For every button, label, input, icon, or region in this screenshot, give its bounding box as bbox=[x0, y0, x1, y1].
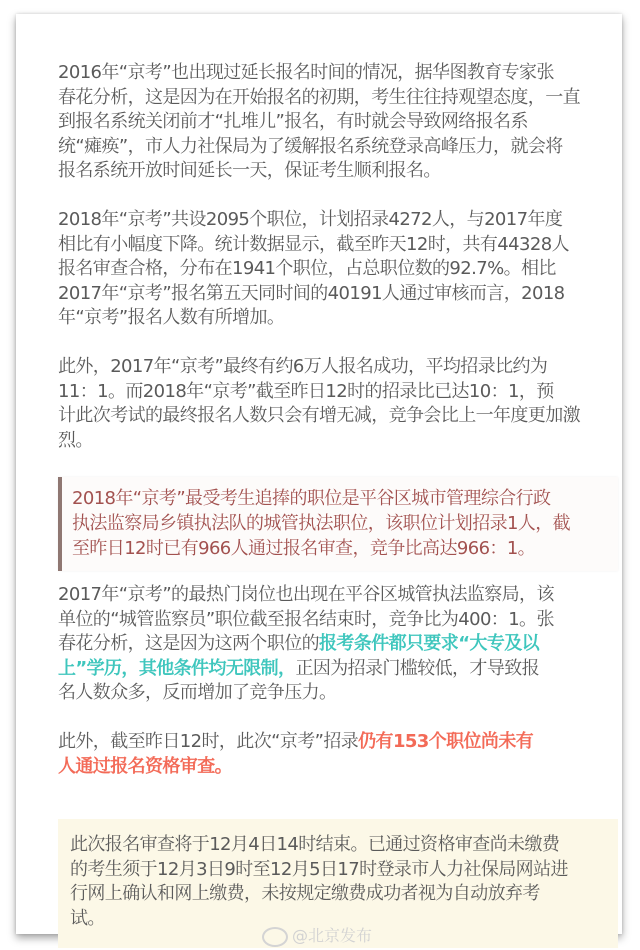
text-segment: 年“京考”报名人数有所增加。 bbox=[58, 307, 285, 329]
text-segment: 计此次考试的最终报名人数只会有增无减，竞争会比上一年度更加激 bbox=[58, 405, 580, 427]
paragraph bbox=[58, 208, 618, 331]
paragraph bbox=[58, 355, 618, 453]
text-line bbox=[58, 380, 618, 405]
text-line bbox=[58, 755, 618, 780]
text-line bbox=[58, 608, 618, 633]
text-segment: 烈。 bbox=[58, 429, 93, 451]
text-segment: 2018年“京考”最受考生追捧的职位是平谷区城市管理综合行政 bbox=[72, 488, 551, 510]
highlighted-text: 人通过报名资格审查。 bbox=[58, 755, 232, 777]
text-segment: 统“瘫痪”，市人力社保局为了缓解报名系统登录高峰压力，就会将 bbox=[58, 135, 563, 157]
text-segment: 此次报名审查将于12月4日14时结束。已通过资格审查尚未缴费 bbox=[70, 834, 560, 856]
text-segment: 正因为招录门槛较低，才导致报 bbox=[295, 657, 540, 679]
text-line bbox=[58, 159, 618, 184]
watermark-text: @北京发布 bbox=[292, 926, 373, 945]
text-line bbox=[58, 135, 618, 160]
text-segment: 11：1。而2018年“京考”截至昨日12时的招录比已达10：1，预 bbox=[58, 380, 554, 402]
text-line bbox=[58, 355, 618, 380]
text-segment: 春花分析，这是因为这两个职位的 bbox=[58, 633, 319, 655]
text-line bbox=[58, 404, 618, 429]
article-content bbox=[58, 61, 618, 948]
text-segment: 此外，2017年“京考”最终有约6万人报名成功，平均招录比约为 bbox=[58, 355, 548, 377]
text-segment: 行网上确认和网上缴费，未按规定缴费成功者视为自动放弃考 bbox=[70, 883, 540, 905]
text-line bbox=[58, 657, 618, 682]
paragraph bbox=[58, 583, 618, 706]
text-segment: 2017年“京考”的最热门岗位也出现在平谷区城管执法监察局，该 bbox=[58, 584, 554, 606]
text-line bbox=[72, 487, 608, 512]
text-segment: 至昨日12时已有966人通过报名审查，竞争比高达966：1。 bbox=[72, 537, 536, 559]
text-line bbox=[58, 583, 618, 608]
text-line bbox=[58, 681, 618, 706]
text-segment: 报名审查合格，分布在1941个职位，占总职位数的92.7%。相比 bbox=[58, 258, 556, 280]
text-segment: 名人数众多，反而增加了竞争压力。 bbox=[58, 682, 337, 704]
highlighted-text: 仍有153个职位尚未有 bbox=[358, 731, 534, 753]
text-segment: 相比有小幅度下降。统计数据显示，截至昨天12时，共有44328人 bbox=[58, 233, 569, 255]
text-line bbox=[58, 61, 618, 86]
paragraph bbox=[58, 730, 618, 779]
highlighted-text: 上”学历，其他条件均无限制， bbox=[58, 657, 296, 679]
text-segment: 春花分析，这是因为在开始报名的初期，考生往往持观望态度，一直 bbox=[58, 86, 580, 108]
text-line bbox=[72, 537, 608, 562]
text-line bbox=[58, 429, 618, 454]
article-card bbox=[16, 14, 622, 934]
text-segment: 2018年“京考”共设2095个职位，计划招录4272人，与2017年度 bbox=[58, 208, 563, 230]
text-segment: 单位的“城管监察员”职位截至报名结束时，竞争比为400：1。张 bbox=[58, 608, 554, 630]
text-line bbox=[58, 282, 618, 307]
weibo-icon bbox=[262, 927, 288, 947]
text-line bbox=[70, 833, 606, 858]
weibo-watermark bbox=[262, 923, 372, 947]
text-line bbox=[70, 858, 606, 883]
highlighted-text: 报考条件都只要求“大专及以 bbox=[319, 633, 540, 655]
text-segment: 2016年“京考”也出现过延长报名时间的情况，据华图教育专家张 bbox=[58, 62, 554, 83]
text-segment: 试。 bbox=[70, 908, 105, 930]
text-segment: 报名系统开放时间延长一天，保证考生顺利报名。 bbox=[58, 160, 441, 182]
text-line bbox=[58, 730, 618, 755]
blockquote bbox=[58, 477, 618, 571]
text-line bbox=[58, 632, 618, 657]
text-segment: 的考生须于12月3日9时至12月5日17时登录市人力社保局网站进 bbox=[70, 858, 568, 880]
text-line bbox=[58, 110, 618, 135]
text-segment: 2017年“京考”报名第五天同时间的40191人通过审核而言，2018 bbox=[58, 282, 565, 304]
text-line bbox=[58, 306, 618, 331]
text-line bbox=[58, 257, 618, 282]
text-line bbox=[72, 512, 608, 537]
text-segment: 执法监察局乡镇执法队的城管执法职位，该职位计划招录1人，截 bbox=[72, 512, 571, 534]
text-line bbox=[58, 86, 618, 111]
text-line bbox=[58, 233, 618, 258]
text-line bbox=[70, 882, 606, 907]
paragraph bbox=[58, 61, 618, 184]
text-line bbox=[58, 208, 618, 233]
text-segment: 到报名系统关闭前才“扎堆儿”报名，有时就会导致网络报名系 bbox=[58, 111, 528, 133]
text-segment: 此外，截至昨日12时，此次“京考”招录 bbox=[58, 731, 359, 753]
